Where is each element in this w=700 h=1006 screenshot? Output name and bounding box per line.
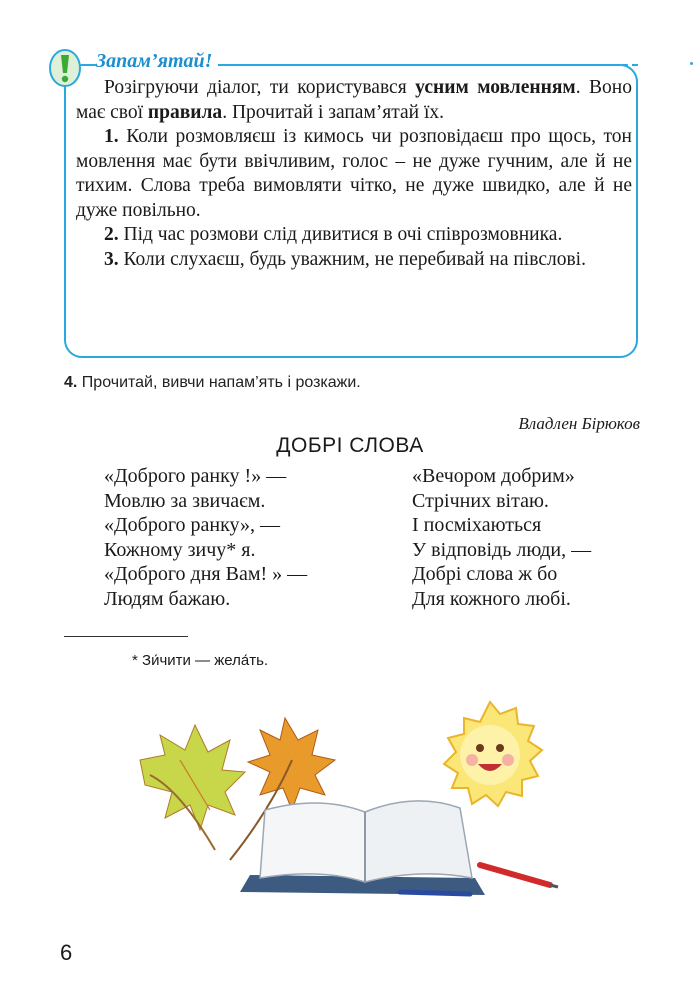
pen-icon <box>480 865 558 887</box>
sun-icon <box>444 702 542 806</box>
maple-leaf-icon <box>140 725 245 850</box>
open-book-icon <box>240 801 485 895</box>
poem-title: ДОБРІ СЛОВА <box>276 434 424 457</box>
illustration <box>120 700 590 900</box>
poem-line: Кожному зичу* я. <box>104 538 256 561</box>
poem-author: Владлен Бірюков <box>518 414 640 433</box>
intro-paragraph: Розігруючи діалог, ти користувався усним мовленням. Воно має свої правила. Прочитай і запам’ятай їх. <box>76 77 632 123</box>
poem-line: У відповідь люди, — <box>412 538 592 561</box>
poem-line: «Доброго ранку», — <box>104 514 281 536</box>
poem-stanza-2 <box>412 464 591 611</box>
footnote: * Зи́чити — жела́ть. <box>132 652 269 669</box>
footnote-rule <box>64 636 188 637</box>
poem-line: Для кожного любі. <box>412 587 571 610</box>
poem-line: «Доброго ранку !» — <box>104 465 287 487</box>
decorative-dot <box>690 62 693 65</box>
pen-icon <box>400 892 470 894</box>
poem-line: І посміхаються <box>412 514 542 536</box>
poem-line: Людям бажаю. <box>104 587 231 610</box>
heading-dashed-rule <box>238 64 638 66</box>
poem-line: Добрі слова ж бо <box>412 563 558 585</box>
page-number: 6 <box>60 940 73 965</box>
rule-1: 1. Коли розмовляєш із кимось чи розповідаєш про щось, тон мовлення має бути ввічливим, голос – не дуже гучним, але й не тихим. Слова треба вимовляти чітко, не дуже швидко, але й не дуже повільно. <box>76 126 632 221</box>
poem-line: «Доброго дня Вам! » — <box>104 563 308 585</box>
rule-2: 2. Під час розмови слід дивитися в очі співрозмовника. <box>104 224 563 245</box>
poem-line: Мовлю за звичаєм. <box>104 489 266 512</box>
poem-line: Стрічних вітаю. <box>412 489 549 512</box>
poem-line: «Вечором добрим» <box>412 465 575 487</box>
rule-3: 3. Коли слухаєш, будь уважним, не перебивай на півслові. <box>104 248 586 270</box>
reminder-heading: Запам’ятай! <box>96 50 218 73</box>
poem-stanza-1 <box>104 464 307 611</box>
task-4: 4. Прочитай, вивчи напам’ять і розкажи. <box>64 374 361 391</box>
reminder-text <box>76 76 632 272</box>
